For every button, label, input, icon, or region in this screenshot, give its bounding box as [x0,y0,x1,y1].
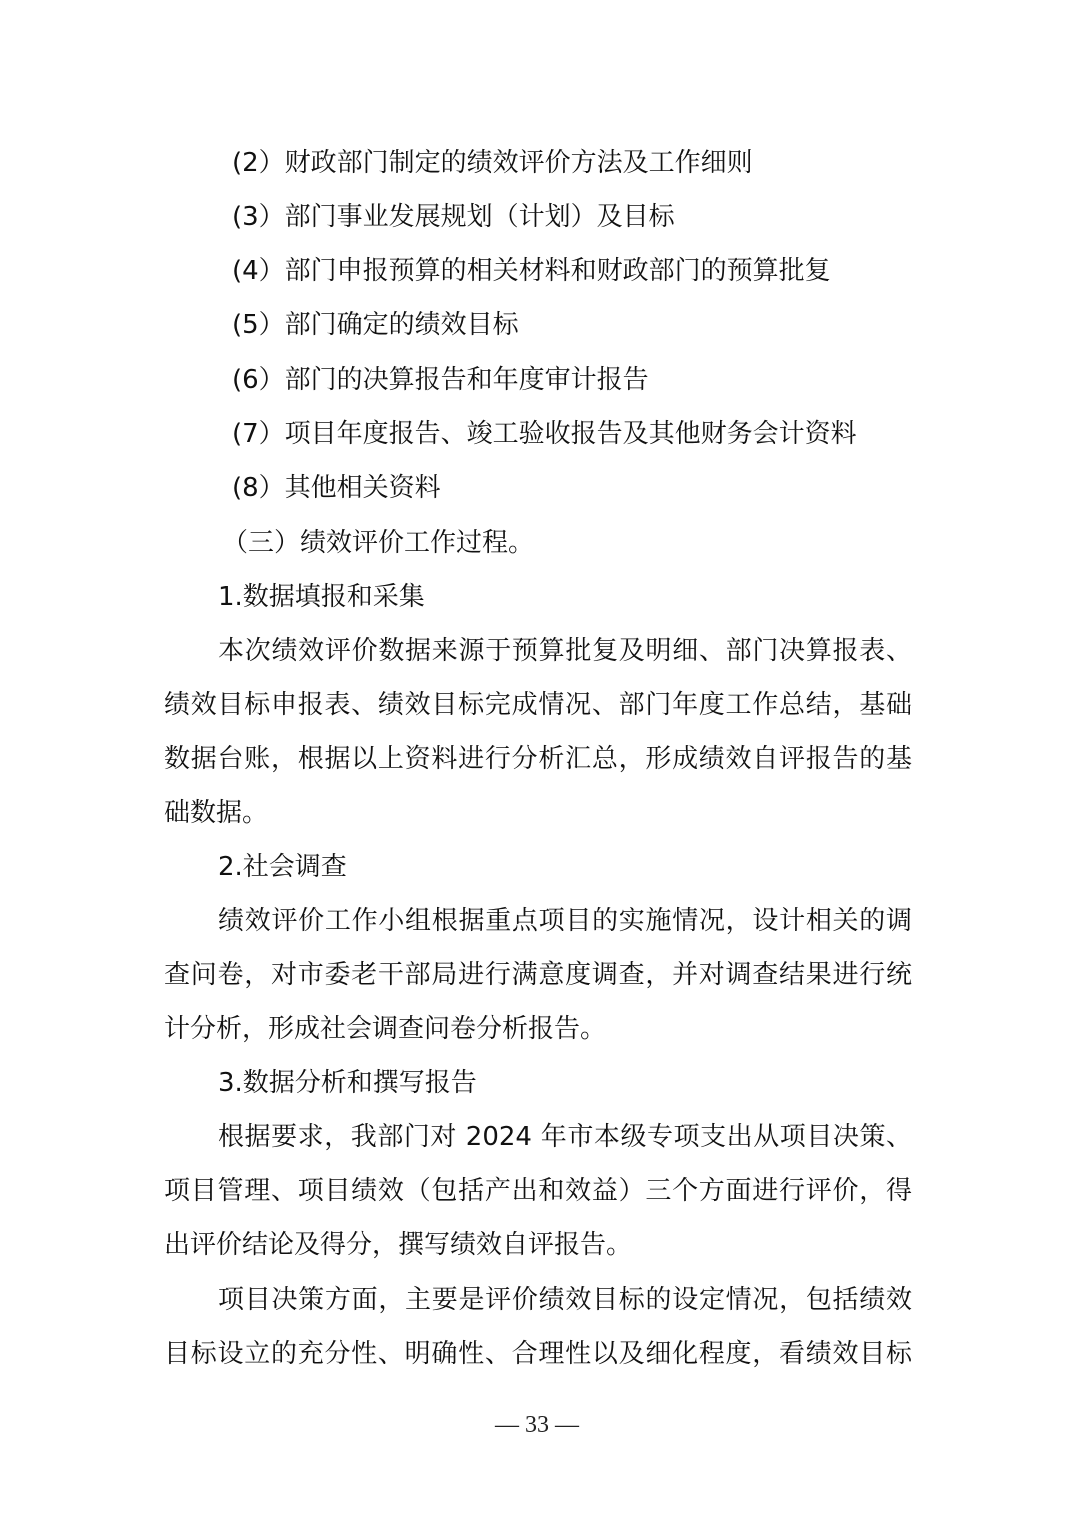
subsection-heading: 2.社会调查 [218,852,347,882]
list-item: (6）部门的决算报告和年度审计报告 [232,365,649,395]
paragraph-line: 数据台账，根据以上资料进行分析汇总，形成绩效自评报告的基 [164,744,912,774]
paragraph-line: 绩效评价工作小组根据重点项目的实施情况，设计相关的调 [218,906,912,936]
paragraph-line: 项目决策方面，主要是评价绩效目标的设定情况，包括绩效 [218,1285,912,1315]
paragraph-line: 根据要求，我部门对 2024 年市本级专项支出从项目决策、 [218,1122,912,1152]
list-item: (7）项目年度报告、竣工验收报告及其他财务会计资料 [232,419,857,449]
list-item: (5）部门确定的绩效目标 [232,310,519,340]
subsection-heading: 1.数据填报和采集 [218,582,425,612]
paragraph-line: 计分析，形成社会调查问卷分析报告。 [164,1014,607,1044]
list-item: (2）财政部门制定的绩效评价方法及工作细则 [232,148,753,178]
paragraph-line: 绩效目标申报表、绩效目标完成情况、部门年度工作总结，基础 [164,690,912,720]
paragraph-line: 出评价结论及得分，撰写绩效自评报告。 [164,1230,633,1260]
paragraph-line: 项目管理、项目绩效（包括产出和效益）三个方面进行评价，得 [164,1176,912,1206]
section-heading: （三）绩效评价工作过程。 [222,528,535,558]
paragraph-line: 查问卷，对市委老干部局进行满意度调查，并对调查结果进行统 [164,960,912,990]
paragraph-line: 础数据。 [164,798,269,828]
list-item: (3）部门事业发展规划（计划）及目标 [232,202,675,232]
list-item: (4）部门申报预算的相关材料和财政部门的预算批复 [232,256,831,286]
page-number: — 33 — [495,1412,579,1438]
list-item: (8）其他相关资料 [232,473,441,503]
subsection-heading: 3.数据分析和撰写报告 [218,1068,477,1098]
paragraph-line: 本次绩效评价数据来源于预算批复及明细、部门决算报表、 [218,636,912,666]
paragraph-line: 目标设立的充分性、明确性、合理性以及细化程度，看绩效目标 [164,1339,912,1369]
